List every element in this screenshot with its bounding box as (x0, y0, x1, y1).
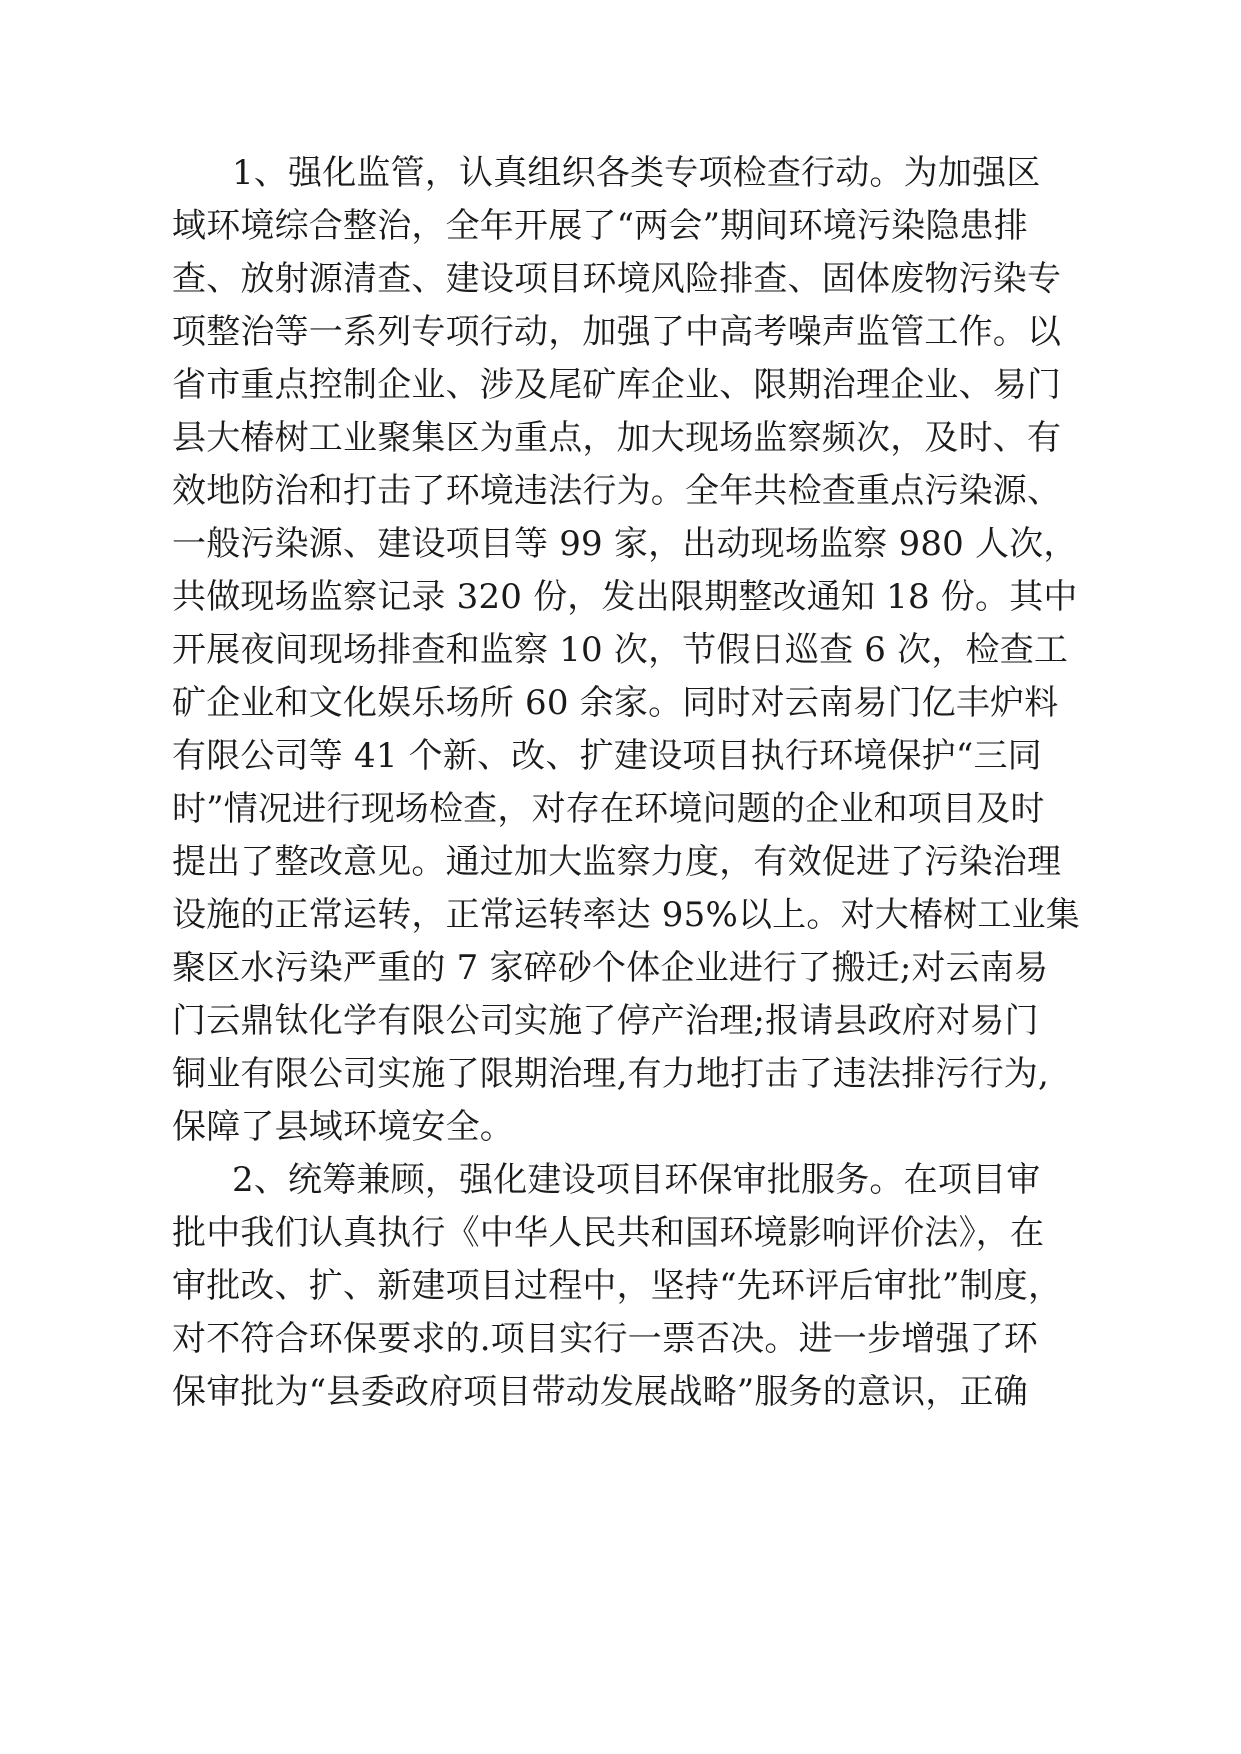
paragraph-1-line: 提出了整改意见。通过加大监察力度，有效促进了污染治理 (172, 842, 1062, 882)
paragraph-1-line: 时”情况进行现场检查，对存在环境问题的企业和项目及时 (172, 789, 1045, 829)
paragraph-2-line: 2、统筹兼顾，强化建设项目环保审批服务。在项目审 (232, 1160, 1041, 1200)
paragraph-1-line: 聚区水污染严重的 7 家碎砂个体企业进行了搬迁;对云南易 (172, 948, 1049, 988)
paragraph-2-line: 批中我们认真执行《中华人民共和国环境影响评价法》，在 (172, 1213, 1045, 1253)
paragraph-1-line: 门云鼎钛化学有限公司实施了停产治理;报请县政府对易门 (172, 1001, 1039, 1041)
paragraph-2-line: 保审批为“县委政府项目带动发展战略”服务的意识，正确 (172, 1372, 1028, 1412)
paragraph-1-line: 域环境综合整治，全年开展了“两会”期间环境污染隐患排 (172, 206, 1028, 246)
paragraph-2-line: 审批改、扩、新建项目过程中，坚持“先环评后审批”制度， (172, 1266, 1063, 1306)
paragraph-1-line: 设施的正常运转，正常运转率达 95%以上。对大椿树工业集 (172, 895, 1080, 935)
paragraph-1-line: 效地防治和打击了环境违法行为。全年共检查重点污染源、 (172, 471, 1062, 511)
paragraph-1-line: 开展夜间现场排查和监察 10 次，节假日巡查 6 次，检查工 (172, 630, 1069, 670)
paragraph-1-line: 省市重点控制企业、涉及尾矿库企业、限期治理企业、易门 (172, 365, 1062, 405)
paragraph-1-line: 共做现场监察记录 320 份，发出限期整改通知 18 份。其中 (172, 577, 1078, 617)
paragraph-1-line: 查、放射源清查、建设项目环境风险排查、固体废物污染专 (172, 259, 1062, 299)
paragraph-2-line: 对不符合环保要求的.项目实行一票否决。进一步增强了环 (172, 1319, 1039, 1359)
paragraph-1-line: 矿企业和文化娱乐场所 60 余家。同时对云南易门亿丰炉料 (172, 683, 1059, 723)
paragraph-1-line: 1、强化监管，认真组织各类专项检查行动。为加强区 (232, 153, 1041, 193)
paragraph-1-line: 铜业有限公司实施了限期治理,有力地打击了违法排污行为, (172, 1054, 1050, 1094)
paragraph-1-line: 项整治等一系列专项行动，加强了中高考噪声监管工作。以 (172, 312, 1062, 352)
paragraph-1-line: 县大椿树工业聚集区为重点，加大现场监察频次，及时、有 (172, 418, 1062, 458)
paragraph-1-line: 保障了县域环境安全。 (172, 1107, 514, 1147)
paragraph-1-line: 一般污染源、建设项目等 99 家，出动现场监察 980 人次， (172, 524, 1078, 564)
paragraph-1-line: 有限公司等 41 个新、改、扩建设项目执行环境保护“三同 (172, 736, 1042, 776)
